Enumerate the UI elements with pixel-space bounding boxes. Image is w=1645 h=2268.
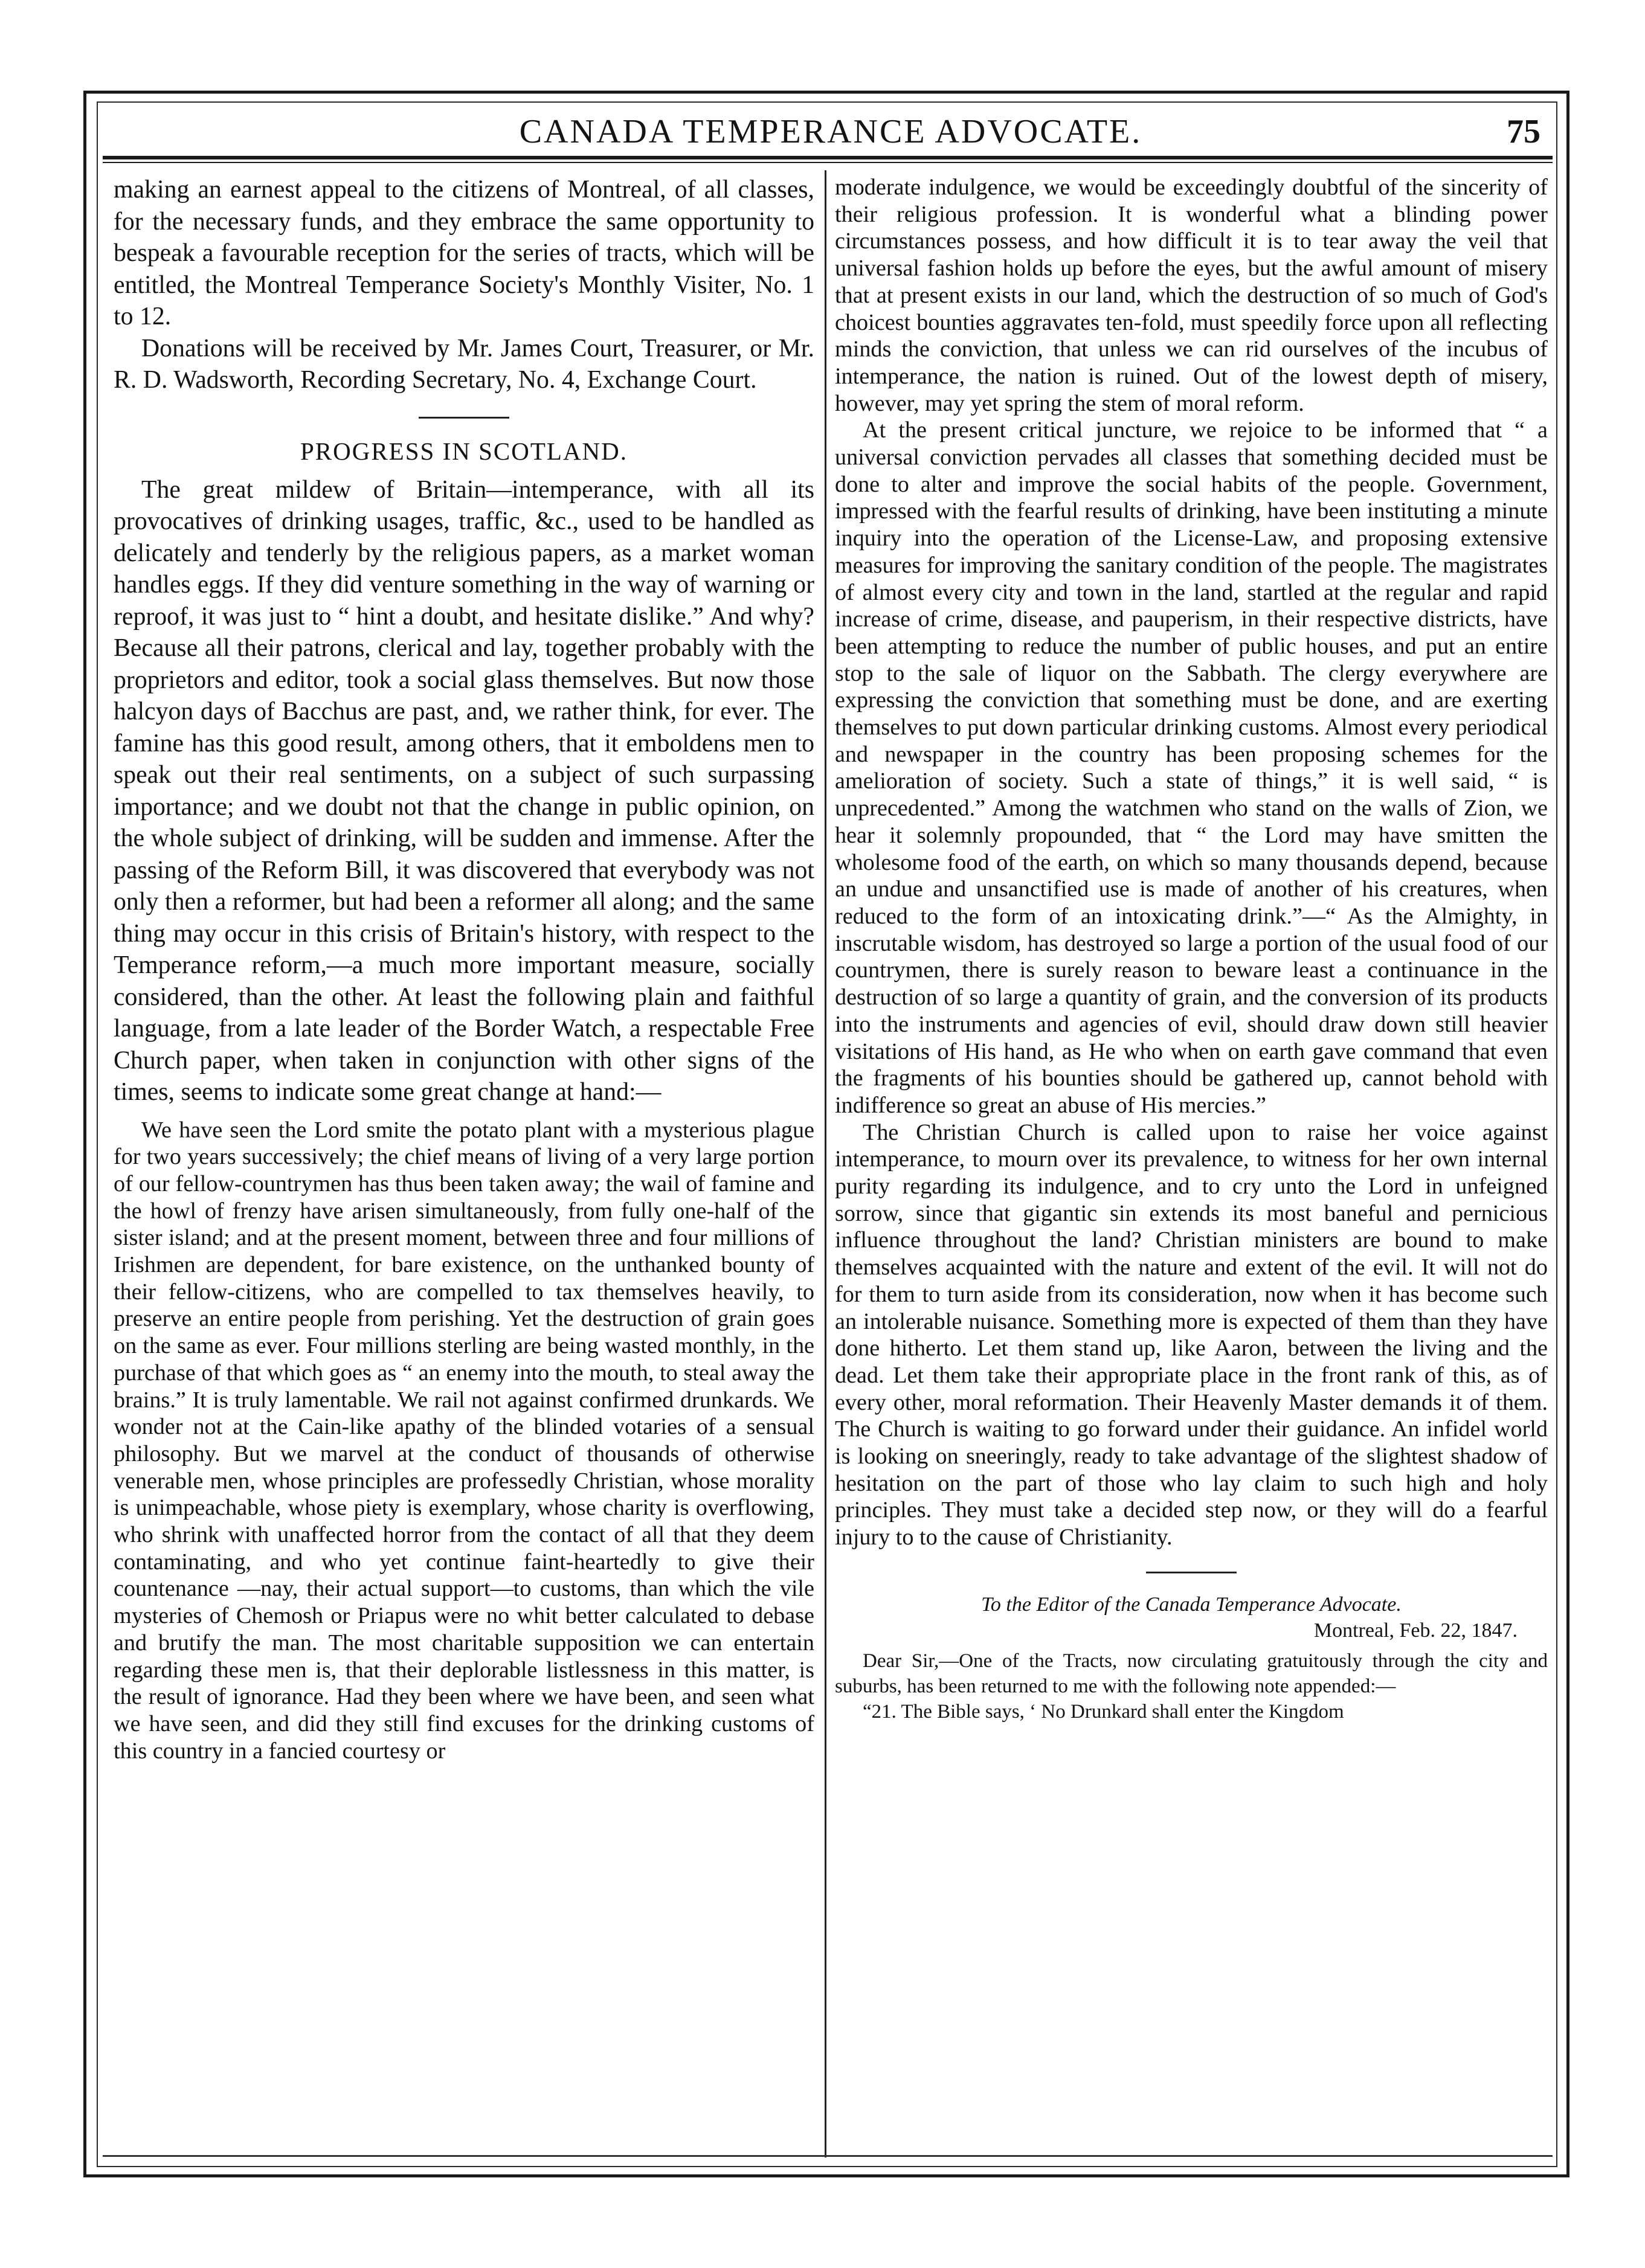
header-rule-thin [103,162,1553,163]
letter-quote: “21. The Bible says, ‘ No Drunkard shall enter the Kingdom [863,1700,1344,1723]
paragraph: At the present critical juncture, we rejoice to be informed that “ a universal conviction pervades all classes that something decided must be done to alter and improve the social habits of the people. Government, impressed with the fearful results of drinking, have been instituting a minute inquiry into the operation of the License-Law, and proposing extensive measures for improving the sanitary condition of the people. The magistrates of almost every city and town in the land, startled at the regular and rapid increase of crime, disease, and pauperism, in their respective districts, have been attempting to reduce the number of public houses, and put an entire stop to the sale of liquor on the Sabbath. The clergy everywhere are expressing the conviction that something must be done, and are exerting themselves to put down particular drinking customs. Almost every periodical and newspaper in the country has been proposing schemes for the amelioration of society. Such a state of things,” it is well said, “ is unprecedented.” Among the watchmen who stand on the walls of Zion, we hear it solemnly propounded, that “ the Lord may have smitten the wholesome food of the earth, on which so many thousands depend, because an undue and unsanctified use is made of another of his creatures, when reduced to the form of an intoxicating drink.”—“ As the Almighty, in inscrutable wisdom, has destroyed so large a portion of the usual food of our countrymen, there is surely reason to beware least a continuance in the destruction of so large a quantity of grain, and the conversion of its products into the instruments and agencies of evil, should draw down still heavier visitations of His hand, as He who when on earth gave command that even the fragments of his bounties should be gathered up, cannot behold with indifference so great an abuse of His mercies.” [835,417,1548,1118]
paragraph: making an earnest appeal to the citizens of Montreal, of all classes, for the necessary funds, and they embrace the same opportunity to bespeak a favourable reception for the series of tracts, which will be entitled, the Montreal Temperance Society's Monthly Visiter, No. 1 to 12. [114,176,814,330]
paragraph: Donations will be received by Mr. James Court, Treasurer, or Mr. R. D. Wadsworth, Recording Secretary, No. 4, Exchange Court. [114,334,814,394]
page-header [109,108,1553,156]
letter-dateline: Montreal, Feb. 22, 1847. [1313,1619,1518,1642]
section-divider [1146,1572,1237,1573]
section-heading: PROGRESS IN SCOTLAND. [300,437,628,465]
running-title: CANADA TEMPERANCE ADVOCATE. [519,113,1142,150]
paragraph: The great mildew of Britain—intemperance, with all its provocatives of drinking usages, traffic, &c., used to be handled as delicately and tenderly by the religious papers, as a market woman handles eggs. If they did venture something in the way of warning or reproof, it was just to “ hint a doubt, and hesitate dislike.” And why? Because all their patrons, clerical and lay, together probably with the proprietors and editor, took a social glass themselves. But now those halcyon days of Bacchus are past, and, we rather think, for ever. The famine has this good result, among others, that it emboldens men to speak out their real sentiments, on a subject of such surpassing importance; and we doubt not that the change in public opinion, on the whole subject of drinking, will be sudden and immense. After the passing of the Reform Bill, it was discovered that everybody was not only then a reformer, but had been a reformer all along; and the same thing may occur in this crisis of Britain's history, with respect to the Temperance reform,—a much more important measure, socially considered, than the other. At least the following plain and faithful language, from a late leader of the Border Watch, a respectable Free Church paper, when taken in conjunction with other signs of the times, seems to indicate some great change at hand:— [114,475,814,1106]
bottom-rule [103,2155,1553,2157]
letter-body: Dear Sir,—One of the Tracts, now circulating gratuitously through the city and suburbs, has been returned to me with the following note appended:— [835,1650,1548,1697]
paragraph: moderate indulgence, we would be exceedingly doubtful of the sincerity of their religious profession. It is wonderful what a blinding power circumstances possess, and how difficult it is to tear away the veil that universal fashion holds up before the eyes, but the awful amount of misery that at present exists in our land, which the destruction of so much of God's choicest bounties aggravates ten-fold, must speedily force upon all reflecting minds the conviction, that unless we can rid ourselves of the incubus of intemperance, the nation is ruined. Out of the lowest depth of misery, however, may yet spring the stem of moral reform. [835,175,1548,416]
quoted-paragraph: We have seen the Lord smite the potato plant with a mysterious plague for two years successively; the chief means of living of a very large portion of our fellow-countrymen has thus been taken away; the wail of famine and the howl of frenzy have arisen simultaneously, from fully one-half of the sister island; and at the present moment, between three and four millions of Irishmen are dependent, for bare existence, on the unthanked bounty of their fellow-citizens, who are compelled to tax themselves heavily, to preserve an entire people from perishing. Yet the destruction of grain goes on the same as ever. Four millions sterling are being wasted monthly, in the purchase of that which goes as “ an enemy into the mouth, to steal away the brains.” It is truly lamentable. We rail not against confirmed drunkards. We wonder not at the Cain-like apathy of the blinded votaries of a sensual philosophy. But we marvel at the conduct of thousands of otherwise venerable men, whose principles are professedly Christian, whose morality is unimpeachable, whose piety is exemplary, whose charity is overflowing, who shrink with unaffected horror from the contact of all that they deem contaminating, and who yet continue faint-heartedly to give their countenance —nay, their actual support—to customs, than which the vile mysteries of Chemosh or Priapus were no whit better calculated to debase and brutify the man. The most charitable supposition we can entertain regarding these men is, that their deplorable listlessness in this matter, is the result of ignorance. Had they been where we have been, and seen what we have seen, and did they still find excuses for the drinking customs of this country in a fancied courtesy or [114,1117,814,1764]
left-column [114,174,814,2158]
section-divider [419,417,509,419]
paragraph: The Christian Church is called upon to raise her voice against intemperance, to mourn over its prevalence, to witness for her own internal purity regarding its indulgence, and to cry unto the Lord in unfeigned sorrow, since that gigantic sin extends its most baneful and pernicious influence throughout the land? Christian ministers are bound to make themselves acquainted with the nature and extent of the evil. It will not do for them to turn aside from its consideration, now when it has become such an intolerable nuisance. Something more is expected of them than they have done hitherto. Let them stand up, like Aaron, between the living and the dead. Let them take their appropriate place in the front rank of this, as of every other, moral reformation. Their Heavenly Master demands it of them. The Church is waiting to go forward under their guidance. An infidel world is looking on sneeringly, ready to take advantage of the slightest shadow of hesitation on the part of those who lay claim to such high and holy principles. They must take a decided step now, or they will do a fearful injury to to the cause of Christianity. [835,1119,1548,1550]
column-divider [825,170,826,2157]
right-column [835,174,1548,2158]
header-rule [103,156,1553,159]
letter-address: To the Editor of the Canada Temperance Advocate. [981,1593,1402,1616]
page-number: 75 [1507,113,1540,150]
